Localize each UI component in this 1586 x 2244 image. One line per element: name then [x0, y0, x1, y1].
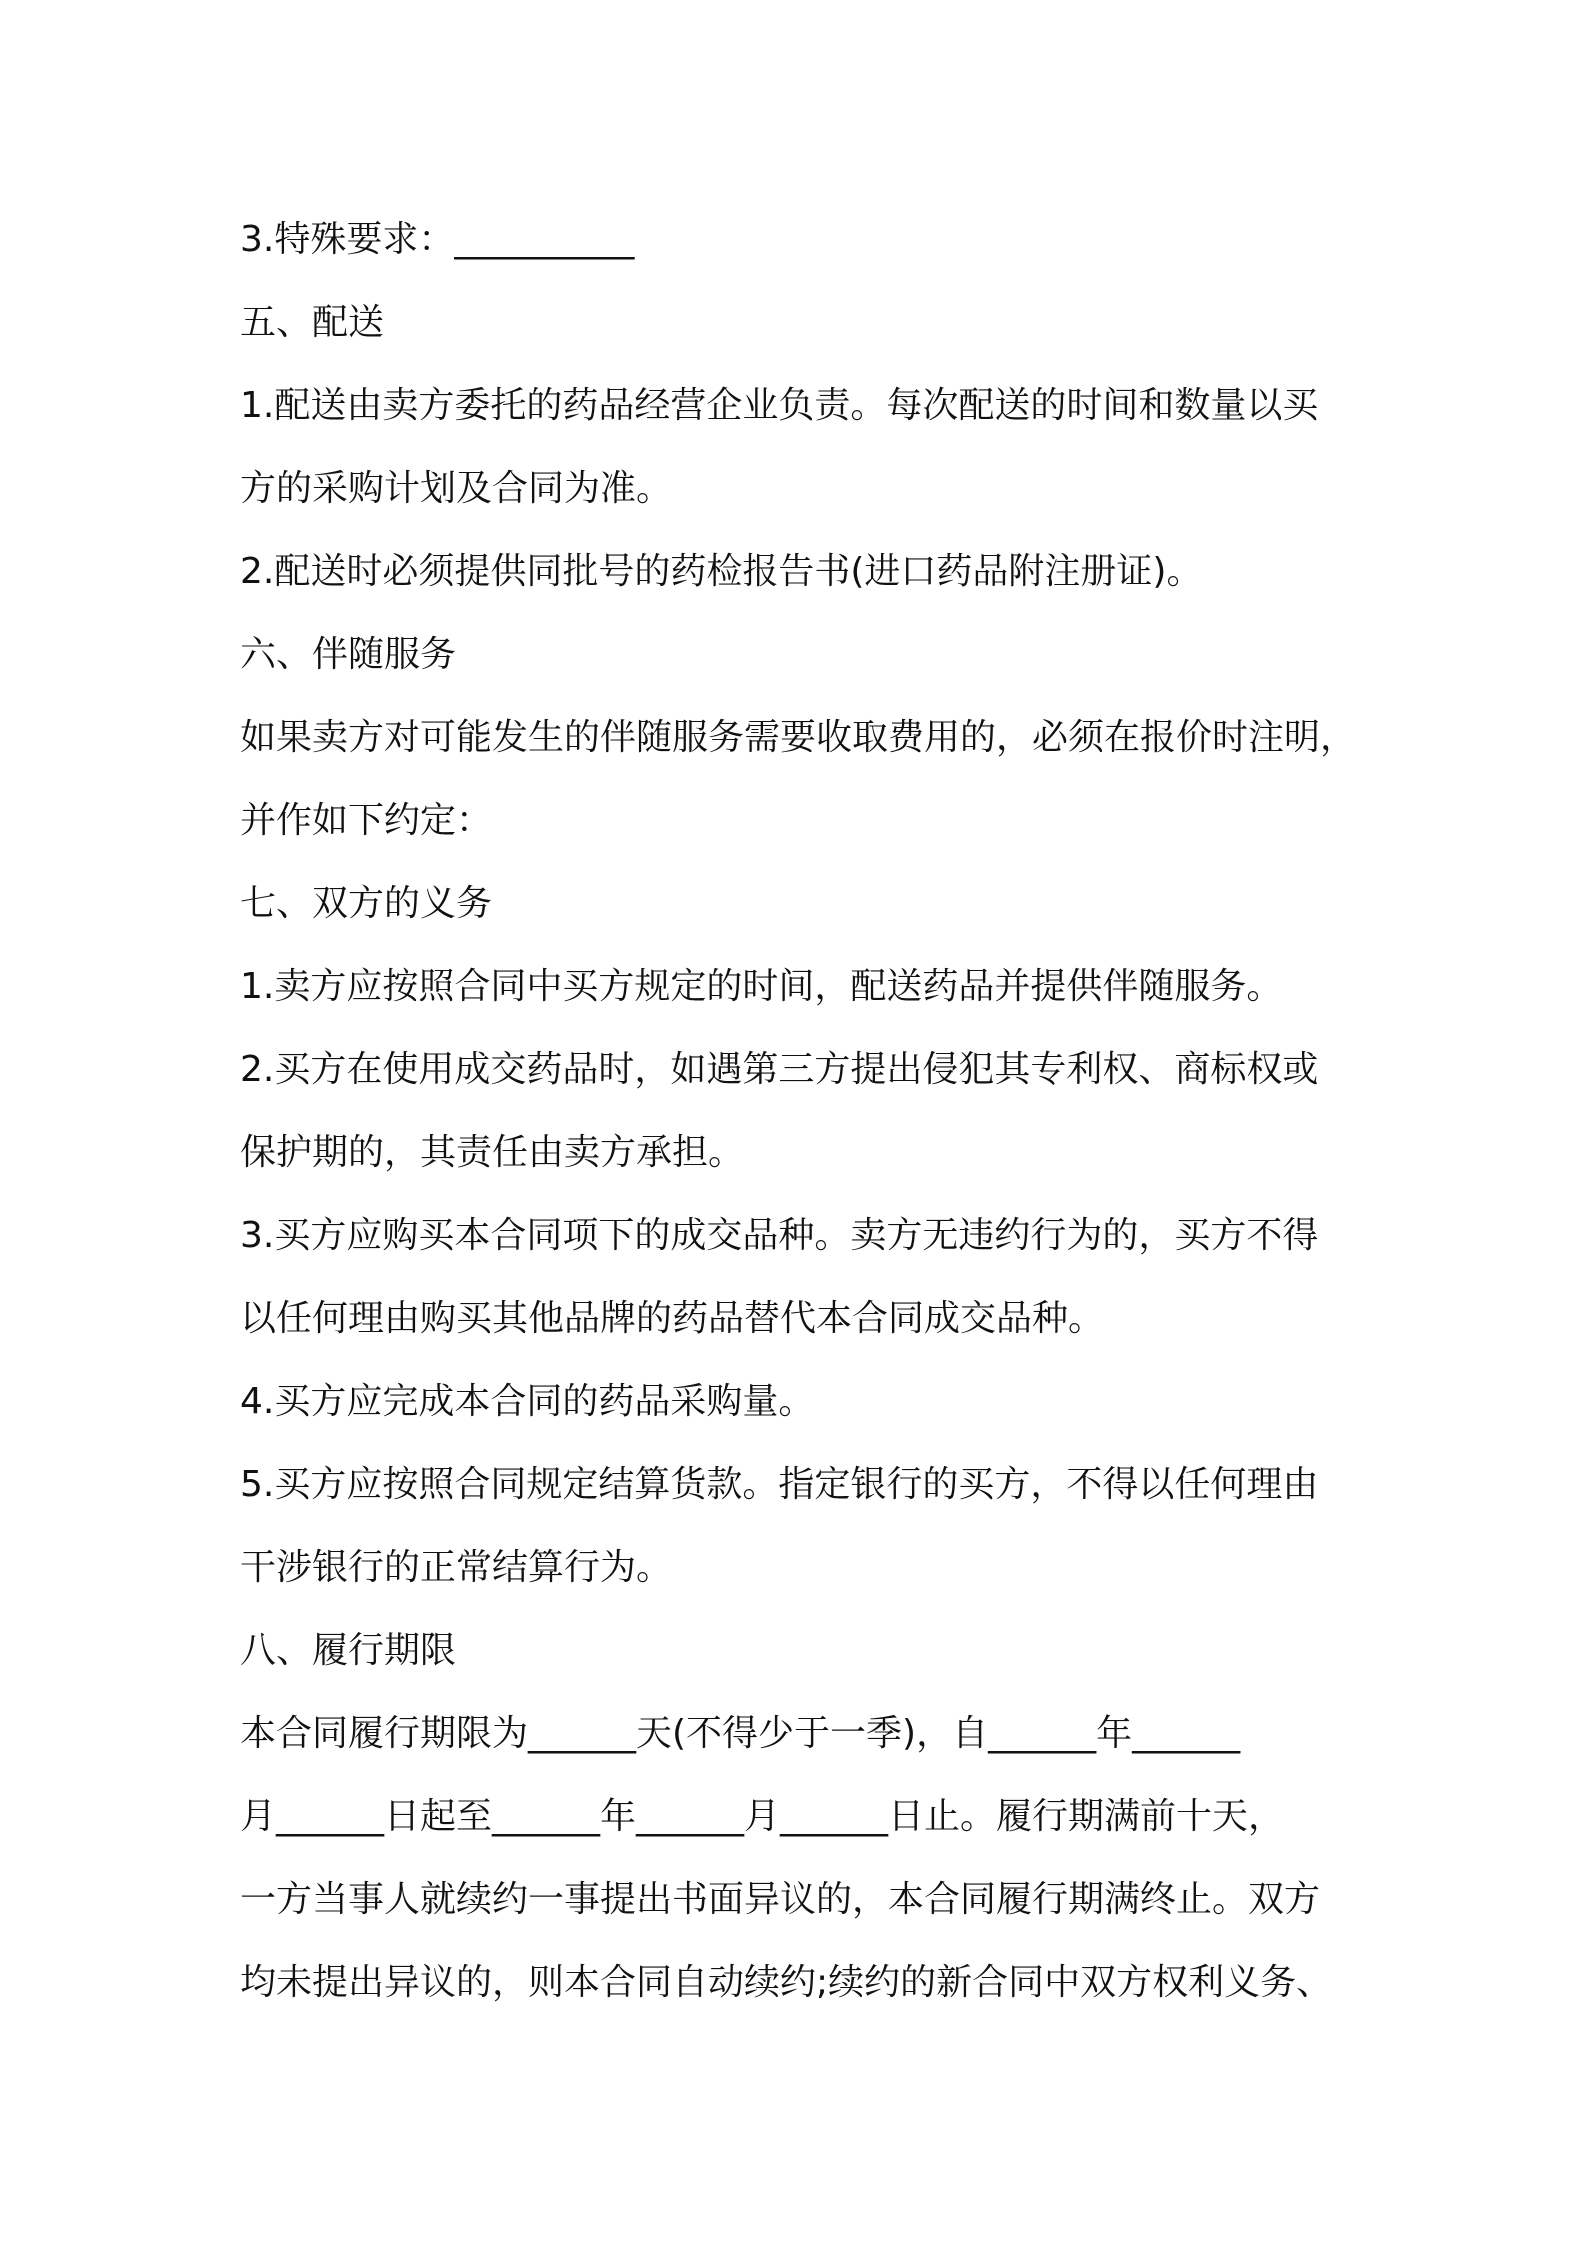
- section-heading-obligations: 七、双方的义务: [240, 883, 493, 924]
- obligation-clause-5-line-1: 5.买方应按照合同规定结算货款。指定银行的买方，不得以任何理由: [240, 1464, 1319, 1505]
- obligation-clause-3-line-1: 3.买方应购买本合同项下的成交品种。卖方无违约行为的，买方不得: [240, 1215, 1319, 1256]
- obligation-clause-4: 4.买方应完成本合同的药品采购量。: [240, 1381, 815, 1422]
- section-heading-accompanying-services: 六、伴随服务: [240, 634, 457, 675]
- performance-paragraph-line-2: 月______日起至______年______月______日止。履行期满前十天，: [240, 1796, 1285, 1837]
- special-requirements-line: 3.特殊要求：__________: [240, 219, 635, 260]
- services-paragraph-line-2: 并作如下约定：: [240, 800, 493, 841]
- section-heading-delivery: 五、配送: [240, 302, 385, 343]
- section-heading-performance-period: 八、履行期限: [240, 1630, 457, 1671]
- document-body: [240, 198, 1370, 2024]
- performance-paragraph-line-1: 本合同履行期限为______天(不得少于一季)，自______年______: [240, 1713, 1241, 1754]
- performance-paragraph-line-3: 一方当事人就续约一事提出书面异议的，本合同履行期满终止。双方: [240, 1879, 1321, 1920]
- obligation-clause-2-line-2: 保护期的，其责任由卖方承担。: [240, 1132, 745, 1173]
- performance-paragraph-line-4: 均未提出异议的，则本合同自动续约;续约的新合同中双方权利义务、: [240, 1962, 1333, 2003]
- delivery-clause-1-line-2: 方的采购计划及合同为准。: [240, 468, 673, 509]
- obligation-clause-1: 1.卖方应按照合同中买方规定的时间，配送药品并提供伴随服务。: [240, 966, 1283, 1007]
- services-paragraph-line-1: 如果卖方对可能发生的伴随服务需要收取费用的，必须在报价时注明，: [240, 717, 1357, 758]
- delivery-clause-1-line-1: 1.配送由卖方委托的药品经营企业负责。每次配送的时间和数量以买: [240, 385, 1319, 426]
- obligation-clause-3-line-2: 以任何理由购买其他品牌的药品替代本合同成交品种。: [240, 1298, 1105, 1339]
- obligation-clause-2-line-1: 2.买方在使用成交药品时，如遇第三方提出侵犯其专利权、商标权或: [240, 1049, 1319, 1090]
- obligation-clause-5-line-2: 干涉银行的正常结算行为。: [240, 1547, 673, 1588]
- delivery-clause-2: 2.配送时必须提供同批号的药检报告书(进口药品附注册证)。: [240, 551, 1203, 592]
